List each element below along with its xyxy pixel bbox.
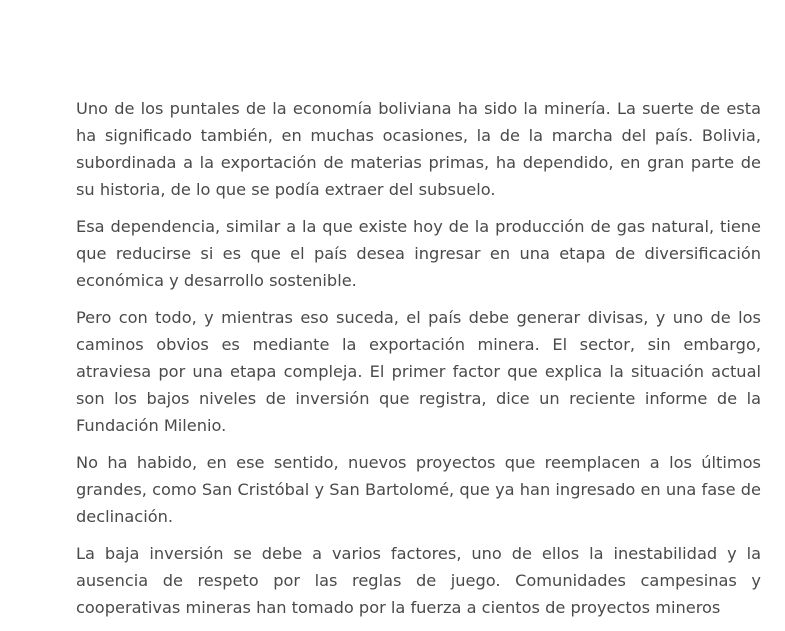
article-body <box>76 95 761 631</box>
article-paragraph-2: Esa dependencia, similar a la que existe hoy de la producción de gas natural, tiene que reducirse si es que el país desea ingresar en una etapa de diversificación económica y desarrollo sostenible. <box>76 217 761 290</box>
article-paragraph-5: La baja inversión se debe a varios factores, uno de ellos la inestabilidad y la ausencia de respeto por las reglas de juego. Comunidades campesinas y cooperativas mineras han tomado por la fuerza a cientos de proyectos mineros <box>76 544 761 617</box>
article-paragraph-1: Uno de los puntales de la economía boliviana ha sido la minería. La suerte de esta ha significado también, en muchas ocasiones, la de la marcha del país. Bolivia, subordinada a la exportación de materias primas, ha dependido, en gran parte de su historia, de lo que se podía extraer del subsuelo. <box>76 99 761 199</box>
article-paragraph-3: Pero con todo, y mientras eso suceda, el país debe generar divisas, y uno de los caminos obvios es mediante la exportación minera. El sector, sin embargo, atraviesa por una etapa compleja. El primer factor que explica la situación actual son los bajos niveles de inversión que registra, dice un reciente informe de la Fundación Milenio. <box>76 308 761 435</box>
article-paragraph-4: No ha habido, en ese sentido, nuevos proyectos que reemplacen a los últimos grandes, como San Cristóbal y San Bartolomé, que ya han ingresado en una fase de declinación. <box>76 453 761 526</box>
